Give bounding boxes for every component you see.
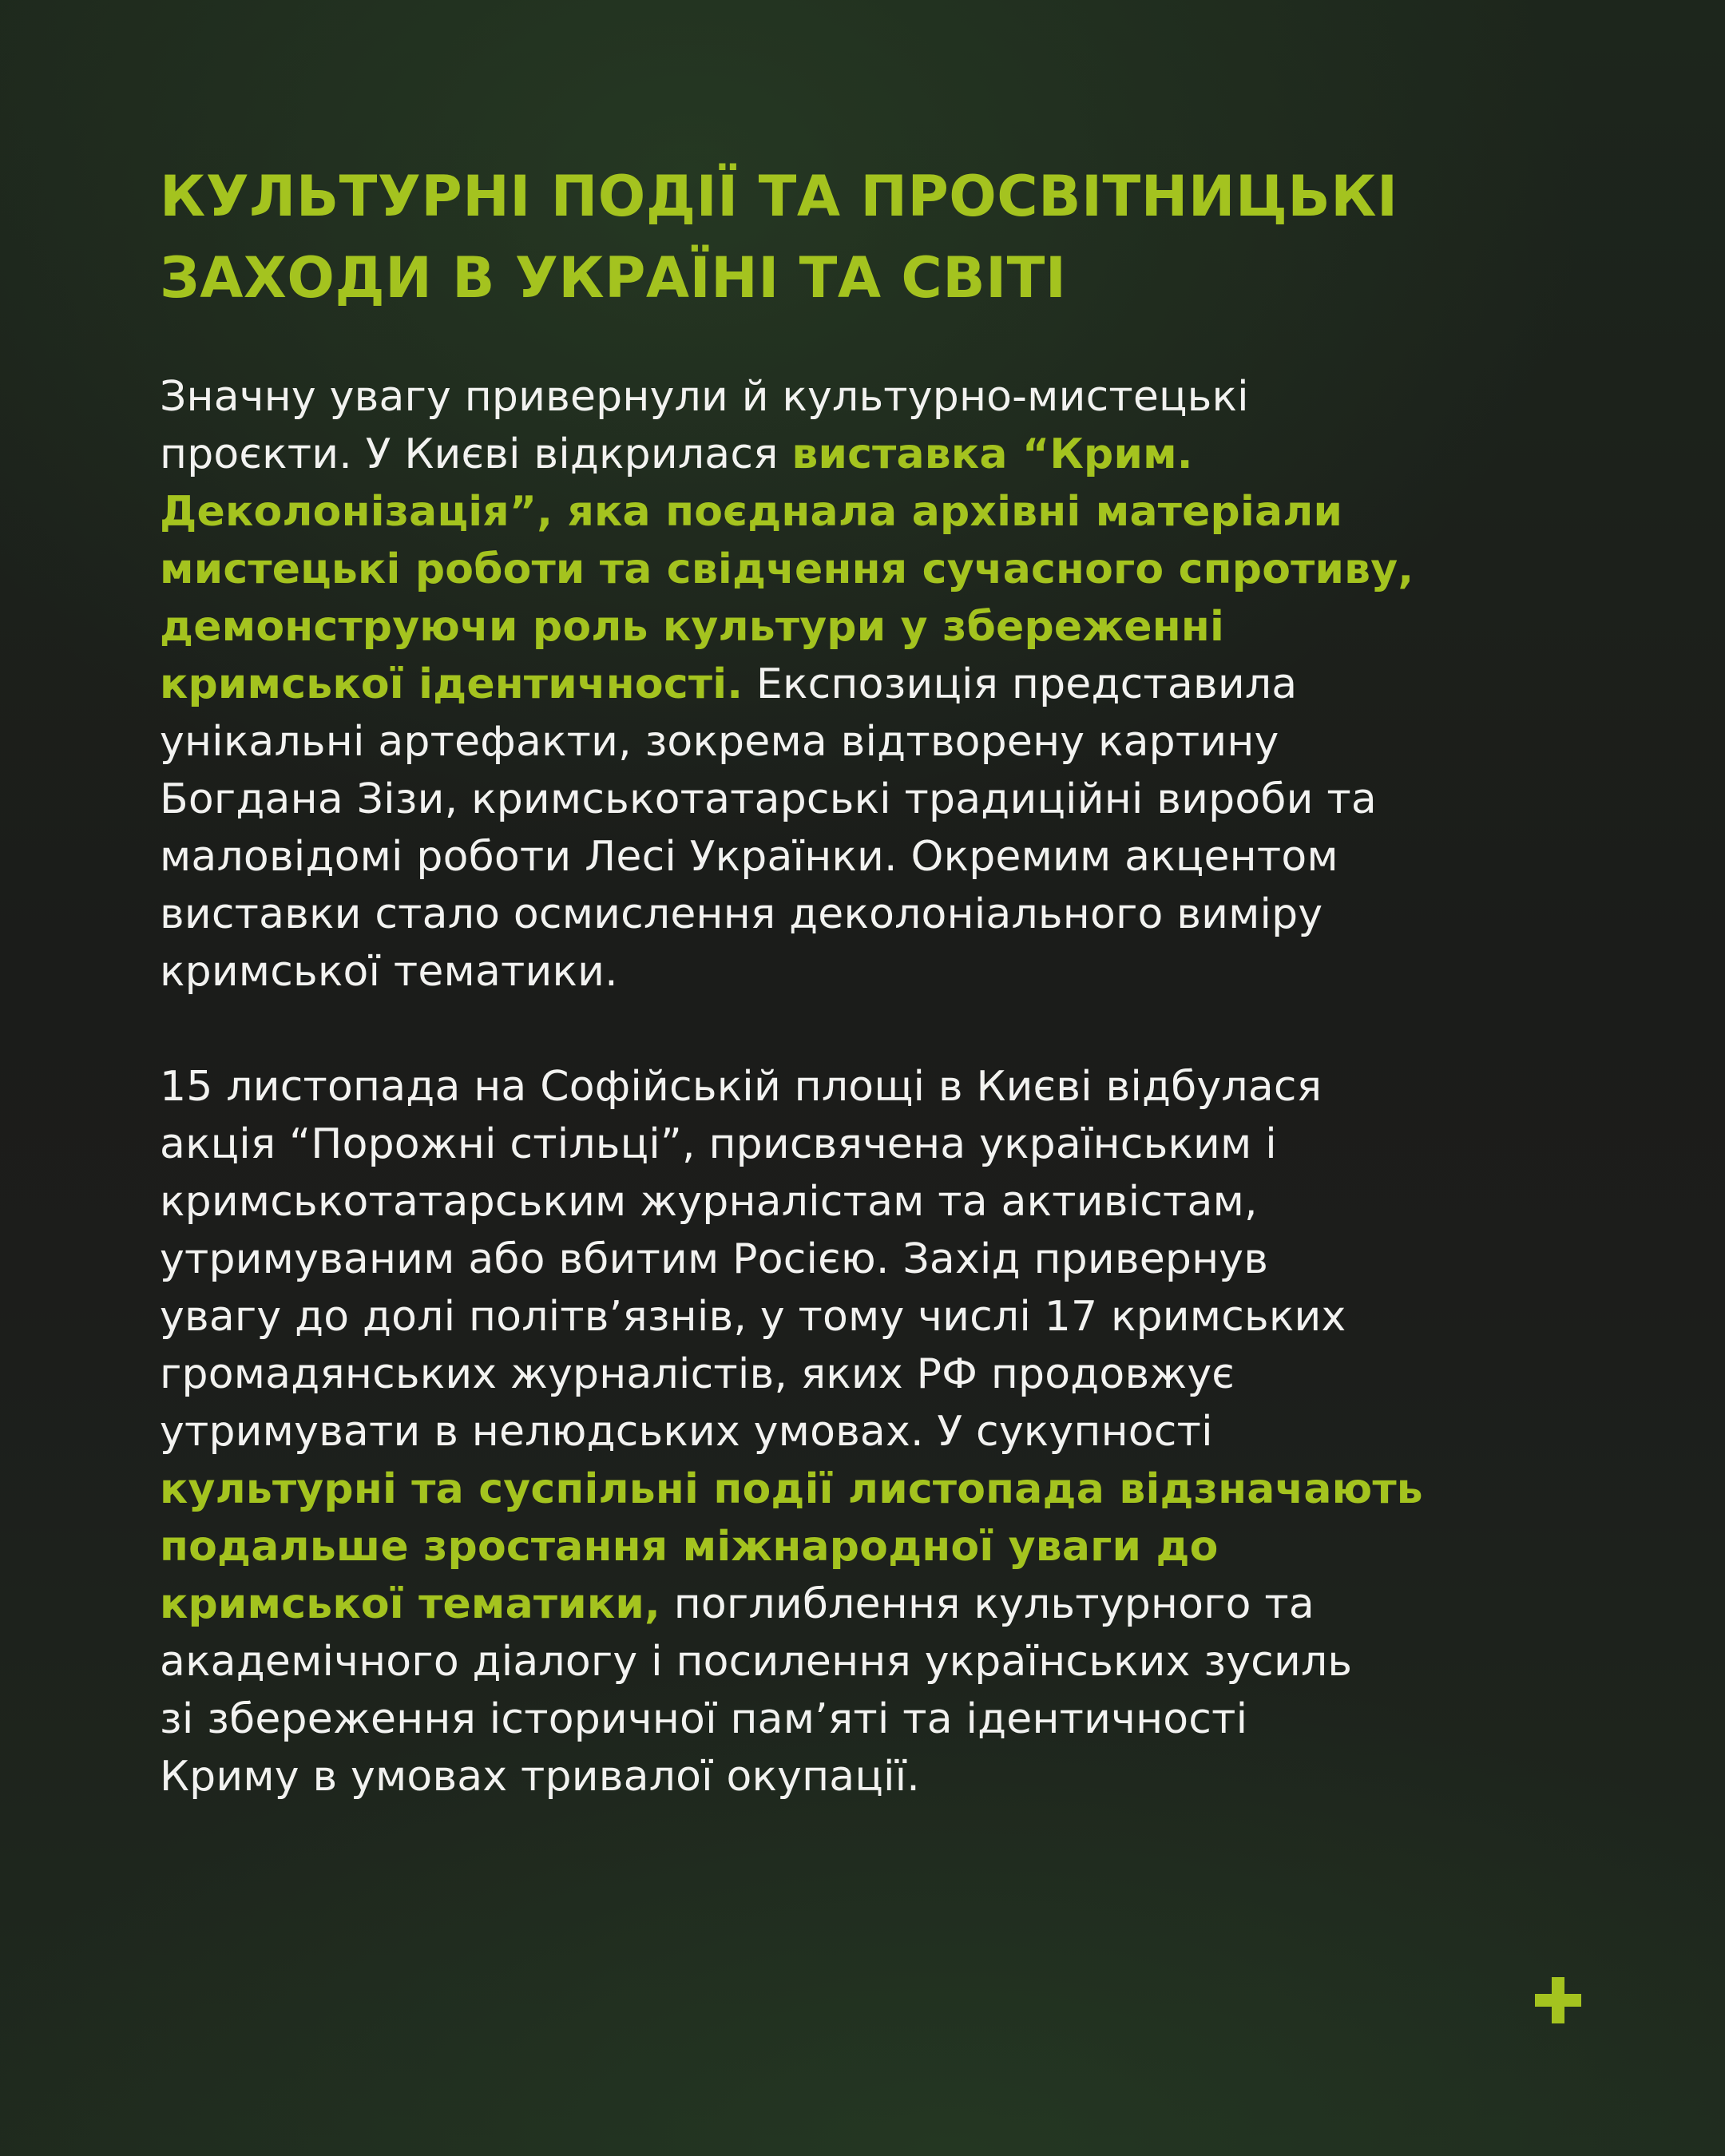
highlight-line: мистецькі роботи та свідчення сучасного спротиву, [160, 545, 1414, 593]
text-line [160, 656, 1581, 713]
text-line: кримськотатарським журналістам та активістам, [160, 1178, 1258, 1226]
content [160, 156, 1581, 1805]
paragraph-empty-chairs [160, 1058, 1581, 1805]
highlight-line: демонструючи роль культури у збереженні [160, 603, 1225, 651]
text-line: громадянських журналістів, яких РФ продовжує [160, 1350, 1235, 1398]
text-line: виставки стало осмислення деколоніального виміру [160, 890, 1323, 938]
highlight-line: Деколонізація”, яка поєднала архівні матеріали [160, 488, 1343, 536]
plus-icon [1535, 1977, 1581, 2023]
text-line [160, 1575, 1581, 1633]
highlight-line: культурні та суспільні події листопада відзначають [160, 1465, 1423, 1513]
text-line: утримувати в нелюдських умовах. У сукупності [160, 1408, 1213, 1456]
text-line: Значну увагу привернули й культурно-мистецькі [160, 373, 1249, 421]
text-line [160, 426, 1581, 483]
highlight-line: подальше зростання міжнародної уваги до [160, 1523, 1219, 1571]
text-segment: Експозиція представила [743, 660, 1298, 708]
page-title [160, 156, 1581, 319]
paragraph-exhibition [160, 368, 1581, 1001]
text-line: акція “Порожні стільці”, присвячена українським і [160, 1120, 1277, 1168]
text-segment: проєкти. У Києві відкрилася [160, 430, 792, 478]
text-line: увагу до долі політв’язнів, у тому числі 17 кримських [160, 1293, 1346, 1341]
text-line: кримської тематики. [160, 948, 618, 996]
text-line: зі збереження історичної пам’яті та ідентичності [160, 1695, 1248, 1743]
title-line: ЗАХОДИ В УКРАЇНІ ТА СВІТІ [160, 245, 1067, 311]
text-segment: поглиблення культурного та [660, 1580, 1315, 1628]
highlight-text: виставка “Крим. [791, 430, 1193, 478]
text-line: утримуваним або вбитим Росією. Захід привернув [160, 1235, 1269, 1283]
text-line: Криму в умовах тривалої окупації. [160, 1753, 920, 1801]
text-line: академічного діалогу і посилення українських зусиль [160, 1638, 1353, 1686]
text-line: 15 листопада на Софійській площі в Києві відбулася [160, 1063, 1322, 1111]
highlight-text: кримської ідентичності. [160, 660, 744, 708]
highlight-text: кримської тематики, [160, 1580, 660, 1628]
text-line: маловідомі роботи Лесі Українки. Окремим акцентом [160, 833, 1338, 881]
text-line: Богдана Зізи, кримськотатарські традиційні вироби та [160, 775, 1377, 823]
text-line: унікальні артефакти, зокрема відтворену картину [160, 718, 1279, 766]
title-line: КУЛЬТУРНІ ПОДІЇ ТА ПРОСВІТНИЦЬКІ [160, 164, 1398, 229]
